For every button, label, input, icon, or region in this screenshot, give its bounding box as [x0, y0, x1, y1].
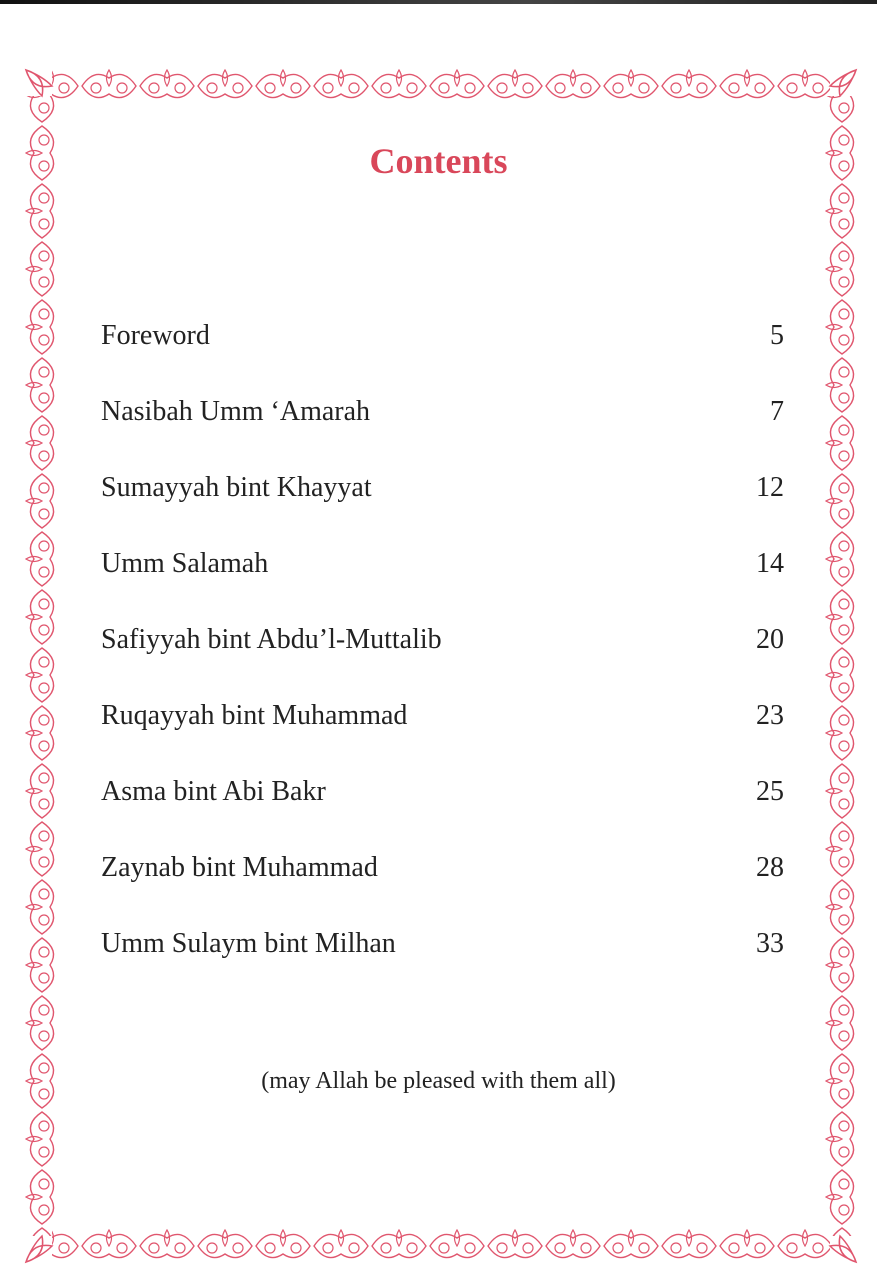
toc-entry-title: Sumayyah bint Khayyat: [101, 472, 372, 503]
page-title: Contents: [369, 141, 508, 181]
dedication-note: (may Allah be pleased with them all): [261, 1068, 616, 1094]
toc-entry-title: Zaynab bint Muhammad: [101, 852, 378, 883]
toc-entry-page: 7: [770, 396, 784, 427]
toc-entry[interactable]: [101, 928, 784, 968]
toc-entry-title: Umm Sulaym bint Milhan: [101, 928, 396, 959]
toc-entry-title: Ruqayyah bint Muhammad: [101, 700, 408, 731]
toc-entry[interactable]: [101, 624, 784, 664]
toc-entry-page: 28: [756, 852, 784, 883]
toc-entry-page: 23: [756, 700, 784, 731]
toc-entry-title: Foreword: [101, 320, 210, 351]
toc-entry[interactable]: [101, 320, 784, 360]
toc-entry-page: 20: [756, 624, 784, 655]
toc-entry-title: Nasibah Umm ‘Amarah: [101, 396, 371, 427]
toc-entry-title: Umm Salamah: [101, 548, 269, 579]
toc-entry-title: Asma bint Abi Bakr: [101, 776, 326, 807]
toc-entry[interactable]: [101, 852, 784, 892]
toc-entry-page: 12: [756, 472, 784, 503]
scan-edge: [0, 0, 877, 4]
toc-entry-page: 25: [756, 776, 784, 807]
toc-entry-title: Safiyyah bint Abdu’l-Muttalib: [101, 624, 442, 655]
toc-entry-page: 33: [756, 928, 784, 959]
toc-entry-page: 5: [770, 320, 784, 351]
toc-entry[interactable]: [101, 700, 784, 740]
toc-entry[interactable]: [101, 396, 784, 436]
toc-entry[interactable]: [101, 548, 784, 588]
toc-entry[interactable]: [101, 472, 784, 512]
toc-entry-page: 14: [756, 548, 784, 579]
toc-entry[interactable]: [101, 776, 784, 816]
